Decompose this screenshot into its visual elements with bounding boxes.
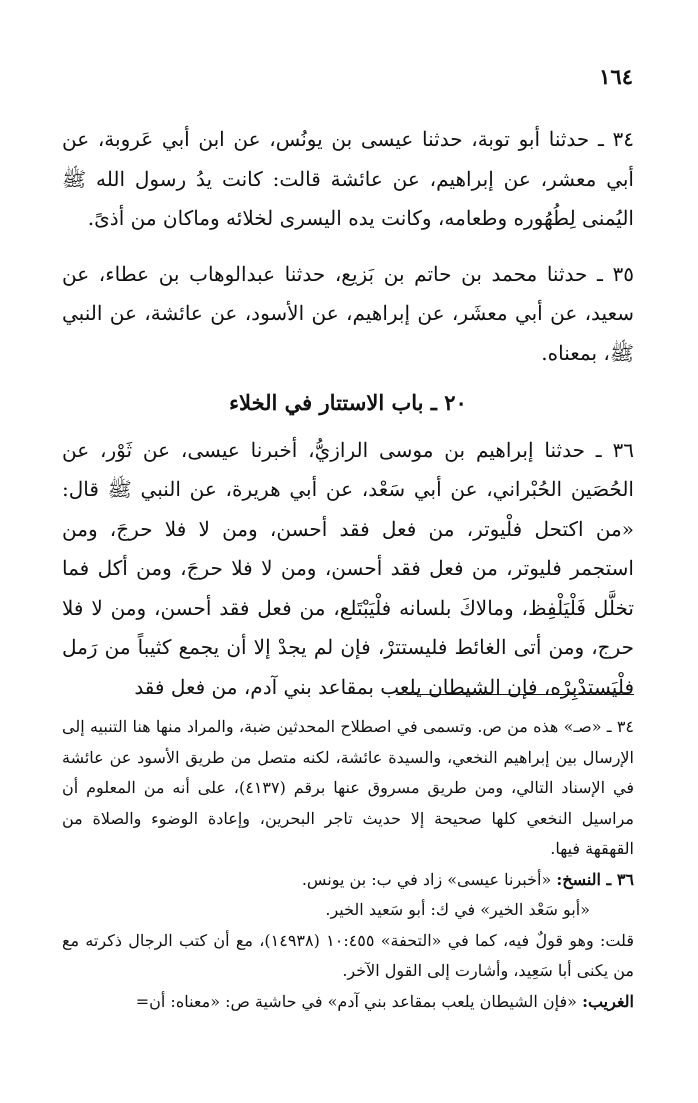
- footnote-36: [62, 865, 634, 896]
- page-number: ١٦٤: [599, 64, 633, 89]
- footnote-gharib: [62, 987, 634, 1018]
- hadith-35: ٣٥ ـ حدثنا محمد بن حاتم بن بَزيع، حدثنا عبدالوهاب بن عطاء، عن سعيد، عن أبي معشَر، عن إبراهيم، عن الأسود، عن عائشة، عن النبي ﷺ، بمعناه.: [62, 261, 634, 365]
- footnote-36-line2: «أبو سَعْد الخير» في ك: أبو سَعيد الخير.: [325, 900, 590, 919]
- main-text: [62, 120, 634, 707]
- footnote-36-label: ٣٦ ـ النسخ:: [556, 869, 634, 889]
- footnote-36-text: «أخبرنا عيسى» زاد في ب: بن يونس.: [301, 869, 552, 889]
- chapter-heading: ٢٠ ـ باب الاستتار في الخلاء: [229, 390, 467, 415]
- footnote-34: ٣٤ ـ «صـ» هذه من ص. وتسمى في اصطلاح المحدثين ضبة، والمراد منها هنا التنبيه إلى الإرسال بين إبراهيم النخعي، والسيدة عائشة، لكنه متصل من طريق الأسود عن عائشة في الإسناد التالي، ومن طريق مسروق عنها برقم (٤١٣٧)، على أنه من المعلوم أن مراسيل النخعي كلها صحيحة إلا حديث تاجر البحرين، وإعادة الوضوء والصلاة من القهقهة فيها.: [62, 717, 635, 858]
- footnote-divider: [396, 694, 634, 695]
- footnotes: [62, 712, 634, 1017]
- footnote-36-line3: قلت: وهو قولٌ فيه، كما في «التحفة» ١٠:٤٥٥ (١٤٩٣٨)، مع أن كتب الرجال ذكرته مع من يكنى أبا سَعِيد، وأشارت إلى القول الآخر.: [62, 930, 634, 980]
- footnote-gharib-text: «فإن الشيطان يلعب بمقاعد بني آدم» في حاشية ص: «معناه: أن=: [135, 991, 577, 1011]
- hadith-34: ٣٤ ـ حدثنا أبو توبة، حدثنا عيسى بن يونُس، عن ابن أبي عَروبة، عن أبي معشر، عن إبراهيم، عن عائشة قالت: كانت يدُ رسول الله ﷺ اليُمنى لِطُهُوره وطعامه، وكانت يده اليسرى لخلائه وماكان من أذىً.: [62, 127, 634, 230]
- hadith-36: ٣٦ ـ حدثنا إبراهيم بن موسى الرازيُّ، أخبرنا عيسى، عن ثَوْر، عن الحُصَين الحُبْراني، عن أبي سَعْد، عن أبي هريرة، عن النبي ﷺ قال: «من اكتحل فلْيوتر، من فعل فقد أحسن، ومن لا فلا حرجَ، ومن استجمر فليوتر، من فعل فقد أحسن، ومن لا فلا حرجَ، ومن أكل فما تخلَّل فَلْيَلْفِظ، ومالاكَ بلسانه فلْيَبْتَلع، من فعل فقد أحسن، ومن لا فلا حرج، ومن أتى الغائط فليستترْ، فإن لم يجدْ إلا أن يجمع كثيباً من رَمل فلْيَستدْبِرْه، فإن الشيطان يلعب بمقاعد بني آدم، من فعل فقد: [62, 437, 634, 699]
- footnote-gharib-label: الغريب:: [582, 991, 634, 1011]
